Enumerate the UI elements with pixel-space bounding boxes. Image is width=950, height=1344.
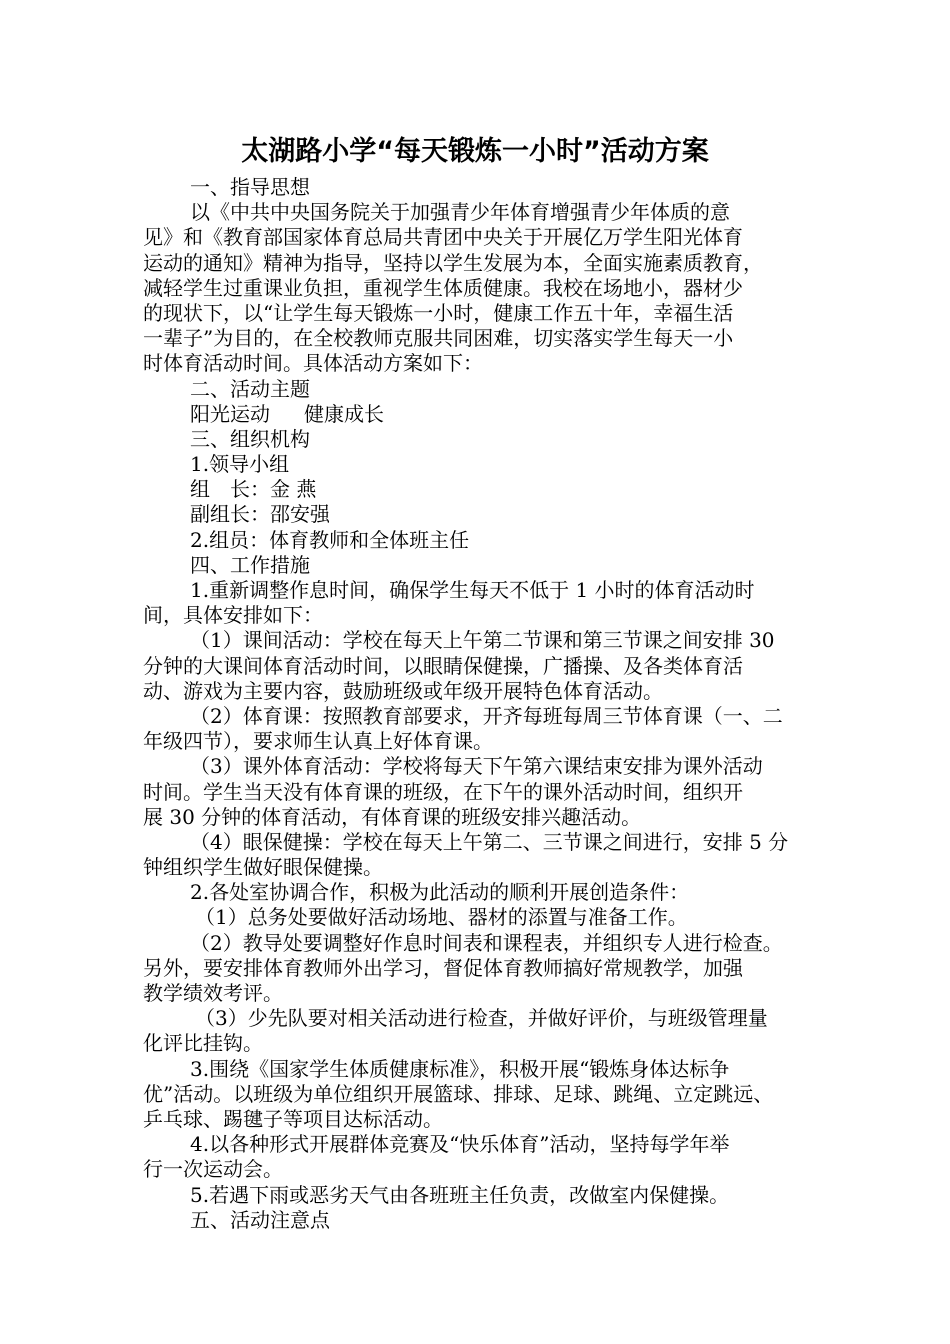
paragraph-line: （1）课间活动：学校在每天上午第二节课和第三节课之间安排 30	[190, 628, 775, 653]
paragraph-line: （1）总务处要做好活动场地、器材的添置与准备工作。	[195, 905, 688, 930]
paragraph-line: 展 30 分钟的体育活动，有体育课的班级安排兴趣活动。	[143, 804, 642, 829]
paragraph-line: 动、游戏为主要内容，鼓励班级或年级开展特色体育活动。	[143, 678, 663, 703]
section-heading-measures: 四、工作措施	[190, 552, 310, 577]
paragraph-line: （4）眼保健操：学校在每天上午第二、三节课之间进行，安排 5 分	[190, 829, 789, 854]
paragraph-line: 间，具体安排如下：	[143, 603, 323, 628]
section-heading-guiding-ideology: 一、指导思想	[190, 175, 310, 199]
paragraph-line: （3）少先队要对相关活动进行检查，并做好评价，与班级管理量	[195, 1006, 768, 1031]
paragraph-line: 乒乓球、踢毽子等项目达标活动。	[143, 1106, 443, 1131]
list-item: 组 长：金 燕	[190, 477, 317, 502]
document-body	[143, 175, 823, 1233]
paragraph-line: 优”活动。以班级为单位组织开展篮球、排球、足球、跳绳、立定跳远、	[143, 1081, 774, 1106]
section-heading-notes: 五、活动注意点	[190, 1207, 330, 1232]
paragraph-line: 2.各处室协调合作，积极为此活动的顺利开展创造条件：	[190, 880, 690, 905]
document-title: 太湖路小学“每天锻炼一小时”活动方案	[241, 136, 709, 167]
list-item: 2.组员：体育教师和全体班主任	[190, 527, 470, 552]
paragraph-line: 年级四节），要求师生认真上好体育课。	[143, 729, 493, 754]
list-item: 1.领导小组	[190, 452, 290, 477]
paragraph-line: （3）课外体育活动：学校将每天下午第六课结束安排为课外活动	[190, 754, 763, 779]
paragraph-line: 3.围绕《国家学生体质健康标准》，积极开展“锻炼身体达标争	[190, 1056, 730, 1081]
paragraph-line: 以《中共中央国务院关于加强青少年体育增强青少年体质的意	[190, 200, 730, 225]
theme-part-2: 健康成长	[304, 401, 384, 426]
paragraph-line: 化评比挂钩。	[143, 1031, 263, 1056]
theme-line	[143, 402, 823, 427]
paragraph-line: （2）体育课：按照教育部要求，开齐每班每周三节体育课（一、二	[190, 703, 783, 728]
paragraph-line: 见》和《教育部国家体育总局共青团中央关于开展亿万学生阳光体育	[143, 225, 743, 250]
paragraph-line: 运动的通知》精神为指导，坚持以学生发展为本，全面实施素质教育，	[143, 250, 763, 275]
paragraph-line: 4.以各种形式开展群体竞赛及“快乐体育”活动，坚持每学年举	[190, 1132, 730, 1157]
paragraph-line: 时体育活动时间。具体活动方案如下：	[143, 351, 483, 376]
section-heading-organization: 三、组织机构	[190, 426, 310, 451]
paragraph-line: 分钟的大课间体育活动时间，以眼睛保健操，广播操、及各类体育活	[143, 653, 743, 678]
section-heading-theme: 二、活动主题	[190, 376, 310, 401]
paragraph-line: 一辈子”为目的，在全校教师克服共同困难，切实落实学生每天一小	[143, 326, 734, 351]
paragraph-line: 另外，要安排体育教师外出学习，督促体育教师搞好常规教学，加强	[143, 955, 743, 980]
paragraph-line: （2）教导处要调整好作息时间表和课程表，并组织专人进行检查。	[190, 930, 783, 955]
paragraph-line: 1.重新调整作息时间，确保学生每天不低于 1 小时的体育活动时	[190, 578, 755, 602]
paragraph-line: 行一次运动会。	[143, 1157, 283, 1182]
paragraph-line: 5.若遇下雨或恶劣天气由各班班主任负责，改做室内保健操。	[190, 1182, 730, 1207]
paragraph-line: 减轻学生过重课业负担，重视学生体质健康。我校在场地小，器材少	[143, 275, 743, 300]
list-item: 副组长：邵安强	[190, 502, 330, 527]
theme-part-1: 阳光运动	[190, 401, 270, 426]
paragraph-line: 钟组织学生做好眼保健操。	[143, 855, 383, 880]
paragraph-line: 时间。学生当天没有体育课的班级，在下午的课外活动时间，组织开	[143, 779, 743, 804]
paragraph-line: 的现状下，以“让学生每天锻炼一小时，健康工作五十年，幸福生活	[143, 300, 734, 325]
paragraph-line: 教学绩效考评。	[143, 981, 283, 1005]
